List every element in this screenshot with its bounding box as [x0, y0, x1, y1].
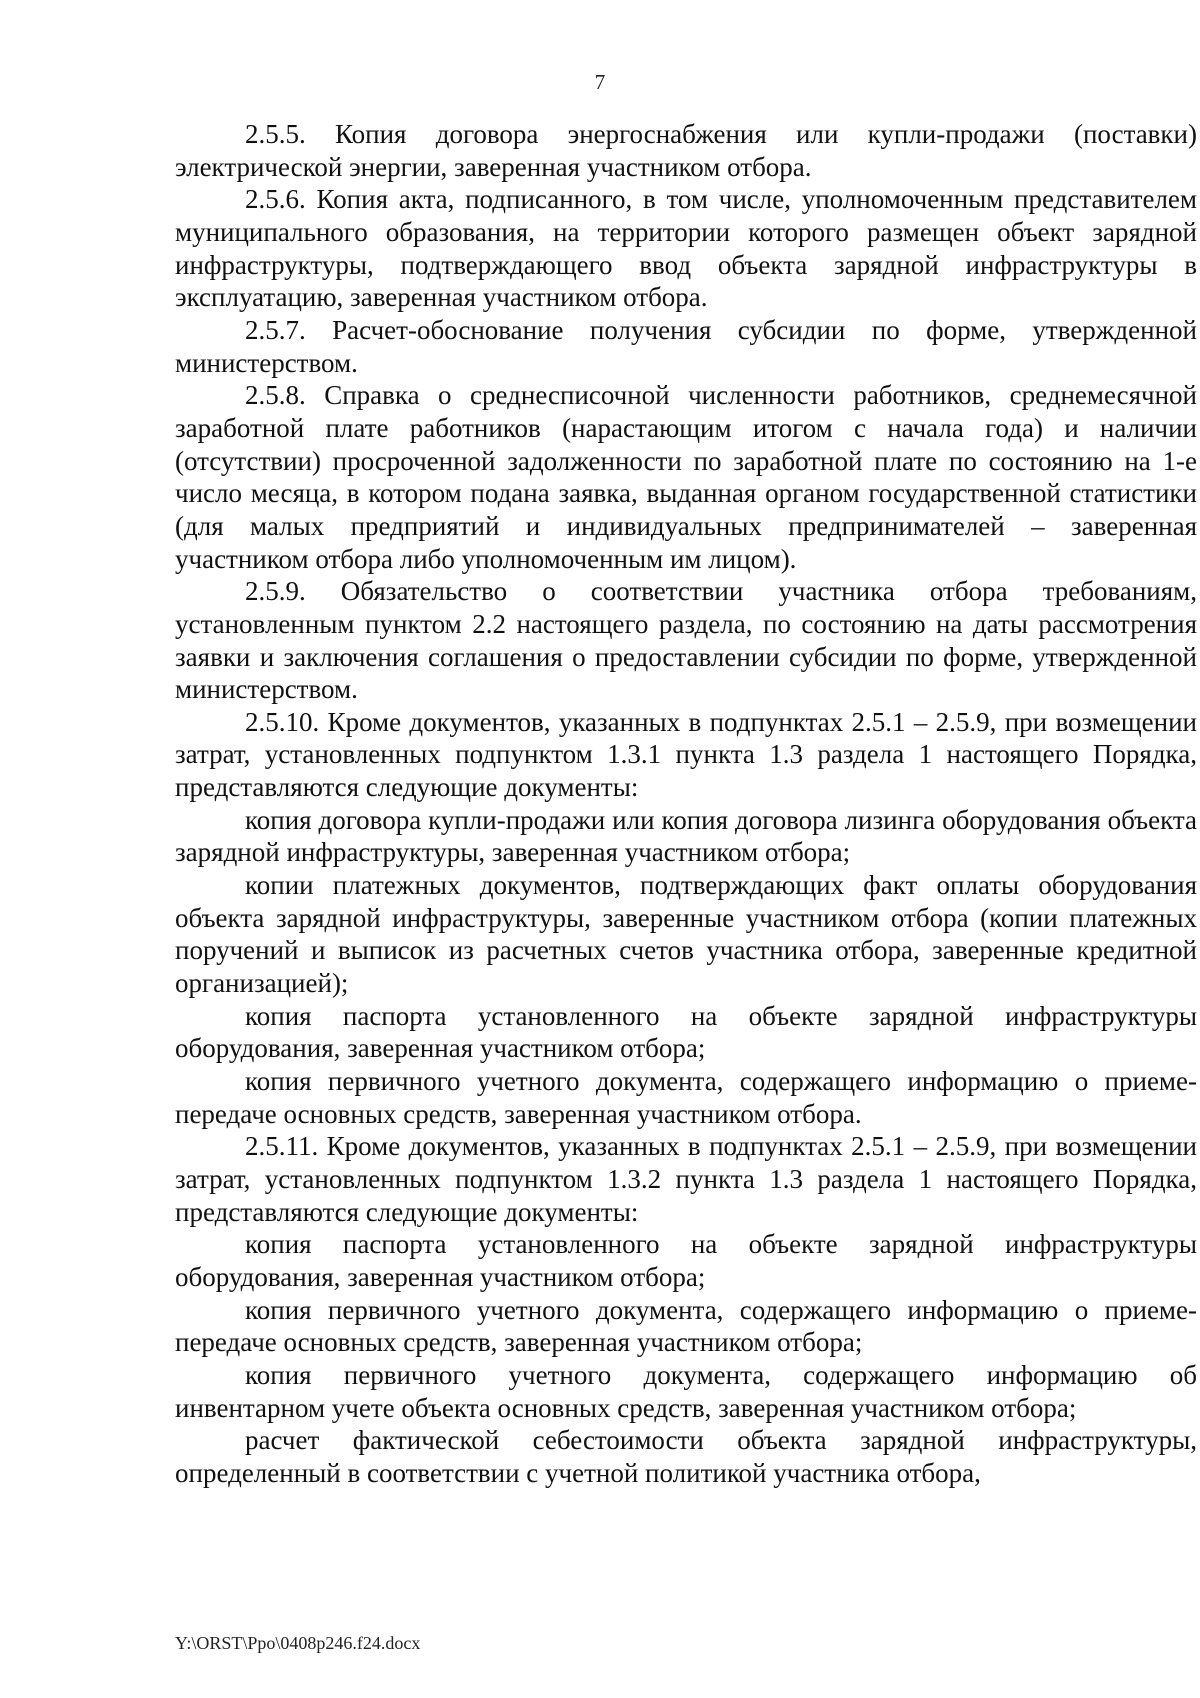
- list-item-payment-documents-copy: копии платежных документов, подтверждающих факт оплаты оборудования объекта зарядной инфраструктуры, заверенные участником отбора (копии платежных поручений и выписок из расчетных счетов участника отбора, заверенные кредитной организацией);: [175, 870, 1197, 999]
- paragraph-2-5-5: 2.5.5. Копия договора энергоснабжения или купли-продажи (поставки) электрической энергии, заверенная участником отбора.: [175, 119, 1197, 182]
- list-item-transfer-document-copy-2: копия первичного учетного документа, содержащего информацию о приеме-передаче основных средств, заверенная участником отбора;: [175, 1294, 1197, 1358]
- file-path-footer: Y:\ORST\Ppo\0408p246.f24.docx: [175, 1633, 421, 1653]
- page-number: 7: [594, 70, 606, 94]
- paragraph-2-5-10: 2.5.10. Кроме документов, указанных в подпунктах 2.5.1 – 2.5.9, при возмещении затрат, установленных подпунктом 1.3.1 пункта 1.3 раздела 1 настоящего Порядка, представляются следующие документы:: [175, 706, 1197, 803]
- list-item-inventory-document-copy: копия первичного учетного документа, содержащего информацию об инвентарном учете объекта основных средств, заверенная участником отбора;: [175, 1359, 1197, 1423]
- paragraph-2-5-11: 2.5.11. Кроме документов, указанных в подпунктах 2.5.1 – 2.5.9, при возмещении затрат, установленных подпунктом 1.3.2 пункта 1.3 раздела 1 настоящего Порядка, представляются следующие документы:: [175, 1131, 1197, 1227]
- list-item-equipment-passport-copy: копия паспорта установленного на объекте зарядной инфраструктуры оборудования, заверенная участником отбора;: [175, 1000, 1197, 1064]
- list-item-transfer-document-copy: копия первичного учетного документа, содержащего информацию о приеме-передаче основных средств, заверенная участником отбора.: [175, 1066, 1197, 1129]
- list-item-lease-contract-copy: копия договора купли-продажи или копия договора лизинга оборудования объекта зарядной инфраструктуры, заверенная участником отбора;: [175, 804, 1197, 868]
- paragraph-2-5-9: 2.5.9. Обязательство о соответствии участника отбора требованиям, установленным пунктом 2.2 настоящего раздела, по состоянию на даты рассмотрения заявки и заключения соглашения о предоставлении субсидии по форме, утвержденной министерством.: [175, 576, 1197, 705]
- list-item-equipment-passport-copy-2: копия паспорта установленного на объекте зарядной инфраструктуры оборудования, заверенная участником отбора;: [175, 1229, 1197, 1292]
- paragraph-2-5-6: 2.5.6. Копия акта, подписанного, в том числе, уполномоченным представителем муниципального образования, на территории которого размещен объект зарядной инфраструктуры, подтверждающего ввод объекта зарядной инфраструктуры в эксплуатацию, заверенная участником отбора.: [175, 184, 1197, 313]
- list-item-cost-calculation: расчет фактической себестоимости объекта зарядной инфраструктуры, определенный в соответствии с учетной политикой участника отбора,: [175, 1425, 1197, 1488]
- paragraph-2-5-7: 2.5.7. Расчет-обоснование получения субсидии по форме, утвержденной министерством.: [175, 314, 1197, 378]
- paragraph-2-5-8: 2.5.8. Справка о среднесписочной численности работников, среднемесячной заработной плате работников (нарастающим итогом с начала года) и наличии (отсутствии) просроченной задолженности по заработной плате по состоянию на 1-е число месяца, в котором подана заявка, выданная органом государственной статистики (для малых предприятий и индивидуальных предпринимателей – заверенная участником отбора либо уполномоченным им лицом).: [175, 380, 1197, 574]
- document-body: [175, 118, 1197, 1490]
